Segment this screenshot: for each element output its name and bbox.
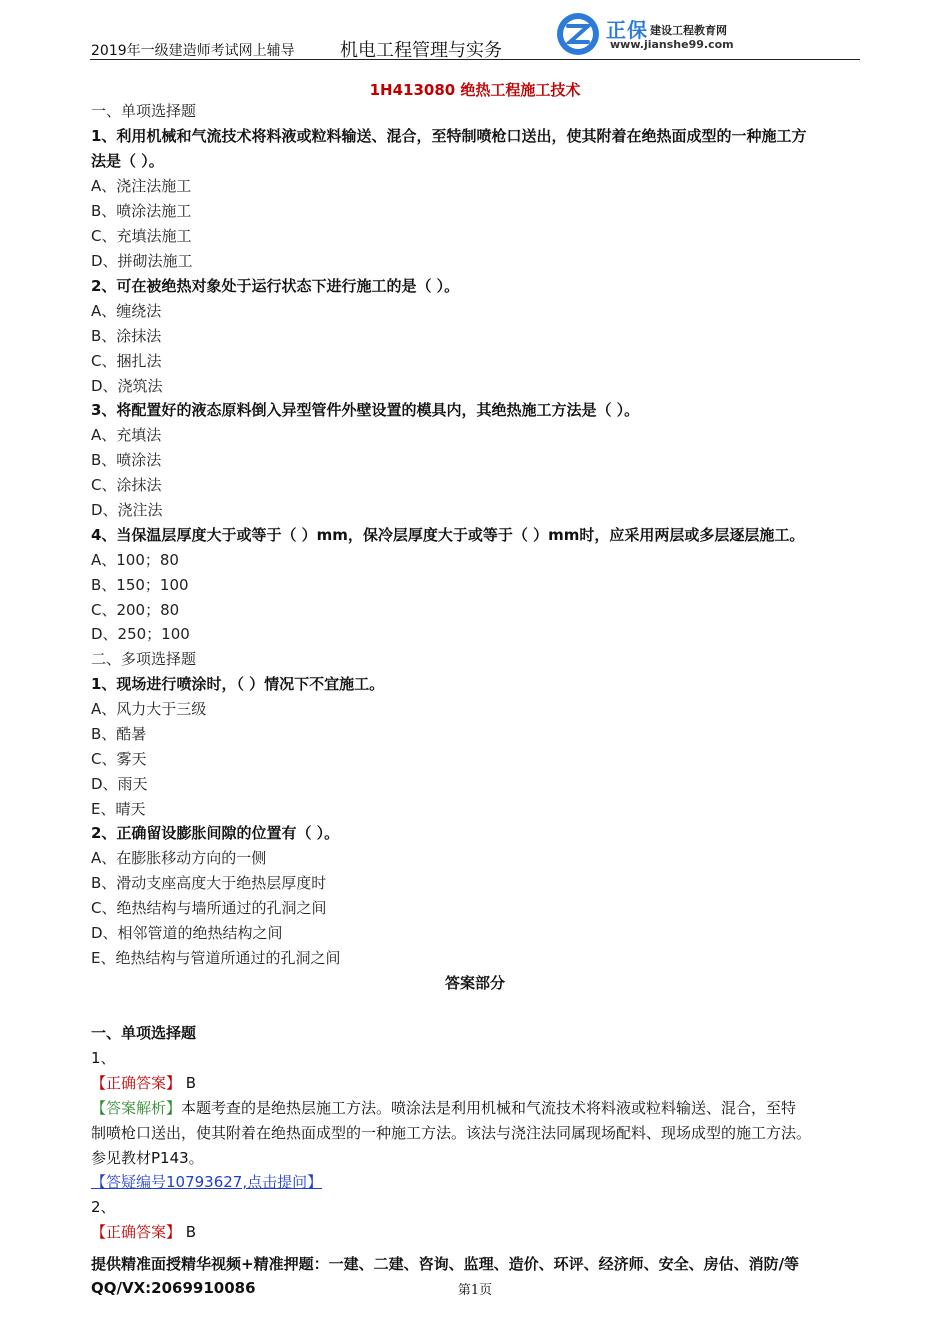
option-item: C、绝热结构与墙所通过的孔洞之间	[91, 899, 327, 917]
option-item: C、涂抹法	[91, 476, 162, 494]
question-stem: 2、正确留设膨胀间隙的位置有（ ）。	[91, 824, 340, 842]
footer-contact: QQ/VX:2069910086	[91, 1279, 256, 1297]
option-item: B、喷涂法施工	[91, 202, 192, 220]
question-stem: 3、将配置好的液态原料倒入异型管件外壁设置的模具内，其绝热施工方法是（ ）。	[91, 401, 640, 419]
ask-question-link[interactable]: 【答疑编号10793627,点击提问】	[91, 1173, 323, 1191]
brand-logo	[556, 10, 796, 58]
analysis-text: 本题考查的是绝热层施工方法。喷涂法是利用机械和气流技术将料液或粒料输送、混合，至特	[181, 1099, 797, 1117]
page-number: 第1页	[457, 1283, 493, 1298]
option-item: B、涂抹法	[91, 327, 162, 345]
header-subject: 机电工程管理与实务	[340, 40, 502, 61]
option-item: A、缠绕法	[91, 302, 162, 320]
option-item: A、风力大于三级	[91, 700, 207, 718]
option-item: A、充填法	[91, 426, 162, 444]
option-item: B、150；100	[91, 576, 189, 594]
option-item: C、充填法施工	[91, 227, 192, 245]
logo-url-text: www.jianshe99.com	[610, 38, 734, 51]
option-item: D、浇筑法	[91, 377, 163, 395]
option-item: B、酷暑	[91, 725, 147, 743]
option-item: D、拼砌法施工	[91, 252, 193, 270]
option-item: D、相邻管道的绝热结构之间	[91, 924, 283, 942]
option-item: C、捆扎法	[91, 352, 162, 370]
option-item: A、100；80	[91, 551, 179, 569]
question-stem: 2、可在被绝热对象处于运行状态下进行施工的是（ ）。	[91, 277, 460, 295]
option-item: E、晴天	[91, 800, 146, 818]
correct-answer-value: B	[185, 1223, 197, 1241]
chapter-title: 1H413080 绝热工程施工技术	[369, 81, 581, 99]
logo-brand-text: 正保	[606, 18, 648, 42]
logo-sub-text: 建设工程教育网	[650, 24, 727, 37]
answer-number: 2、	[91, 1198, 116, 1216]
analysis-label: 【答案解析】	[91, 1099, 182, 1117]
option-item: D、浇注法	[91, 501, 163, 519]
option-item: A、在膨胀移动方向的一侧	[91, 849, 267, 867]
question-stem: 4、当保温层厚度大于或等于（ ）mm，保冷层厚度大于或等于（ ）mm时，应采用两层或多层逐层施工。	[91, 526, 805, 544]
header-exam-title: 2019年一级建造师考试网上辅导	[91, 43, 295, 59]
option-item: B、喷涂法	[91, 451, 162, 469]
answer-row	[91, 1073, 196, 1093]
option-item: E、绝热结构与管道所通过的孔洞之间	[91, 949, 341, 967]
analysis-row	[91, 1098, 796, 1118]
section-multi-choice: 二、多项选择题	[91, 650, 197, 668]
answer-row	[91, 1222, 196, 1242]
option-item: C、雾天	[91, 750, 147, 768]
option-item: D、250；100	[91, 625, 190, 643]
question-stem: 1、现场进行喷涂时，（ ）情况下不宜施工。	[91, 675, 385, 693]
option-item: B、滑动支座高度大于绝热层厚度时	[91, 874, 327, 892]
correct-answer-label: 【正确答案】	[91, 1223, 182, 1241]
answer-number: 1、	[91, 1049, 116, 1067]
question-stem: 1、利用机械和气流技术将料液或粒料输送、混合，至特制喷枪口送出，使其附着在绝热面成型的一种施工方	[91, 127, 807, 145]
analysis-text: 参见教材P143。	[91, 1149, 204, 1167]
option-item: C、200；80	[91, 601, 180, 619]
answers-section-single: 一、单项选择题	[91, 1024, 197, 1042]
correct-answer-value: B	[185, 1074, 197, 1092]
footer-promo: 提供精准面授精华视频+精准押题：一建、二建、咨询、监理、造价、环评、经济师、安全、房估、消防/等	[91, 1255, 800, 1273]
header-divider	[90, 59, 860, 60]
option-item: D、雨天	[91, 775, 148, 793]
logo-emblem-icon	[556, 12, 600, 56]
section-single-choice: 一、单项选择题	[91, 102, 197, 120]
question-stem: 法是（ ）。	[91, 152, 164, 170]
answers-heading: 答案部分	[444, 974, 505, 992]
correct-answer-label: 【正确答案】	[91, 1074, 182, 1092]
option-item: A、浇注法施工	[91, 177, 192, 195]
analysis-text: 制喷枪口送出，使其附着在绝热面成型的一种施工方法。该法与浇注法同属现场配料、现场成型的施工方法。	[91, 1124, 812, 1142]
